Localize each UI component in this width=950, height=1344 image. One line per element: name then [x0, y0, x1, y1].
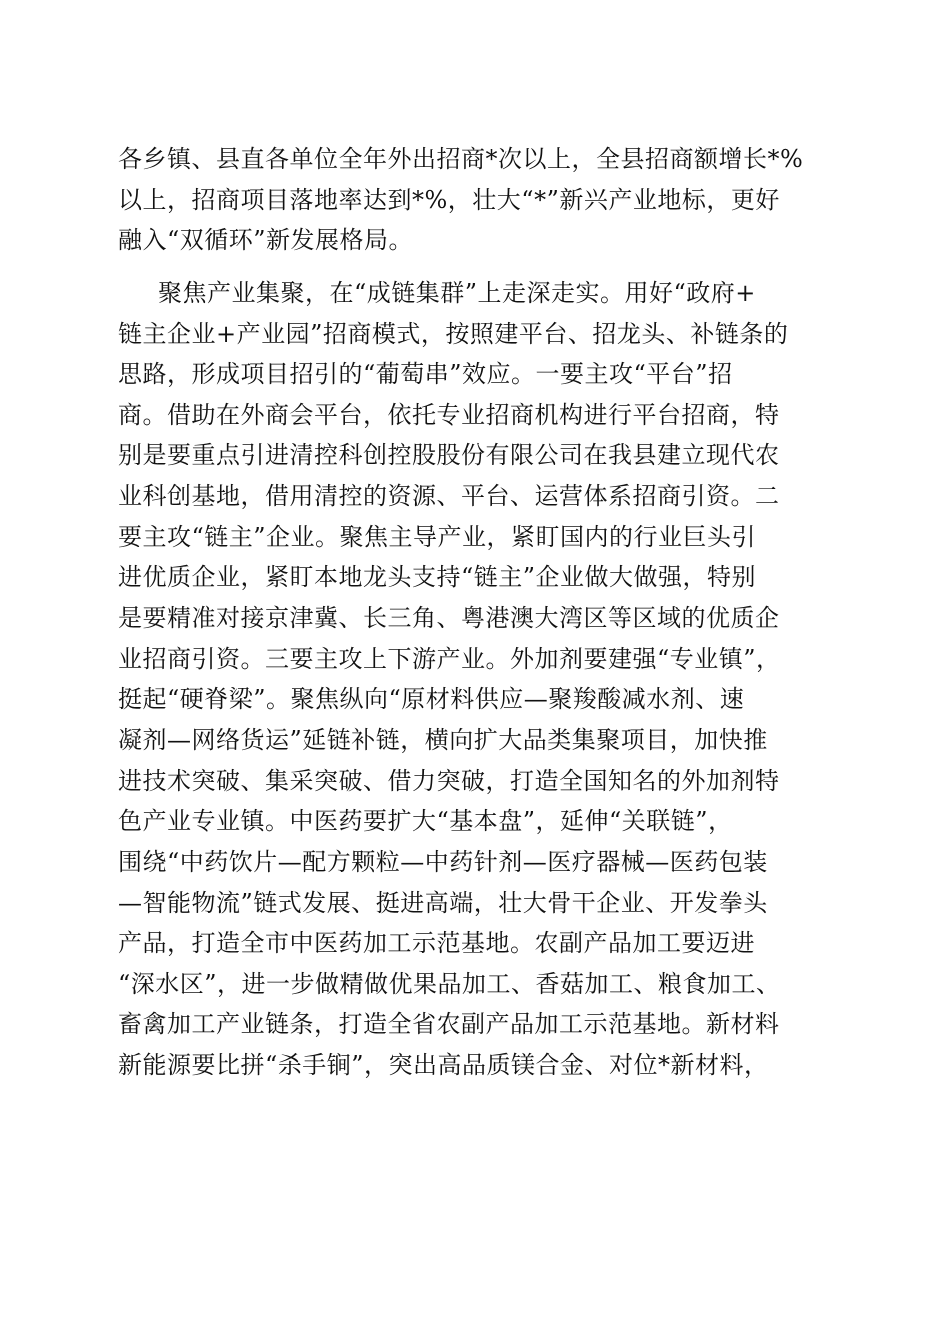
text-line [118, 1086, 838, 1127]
text-line [118, 1126, 838, 1167]
text-line: 要主攻“链主”企业。聚焦主导产业，紧盯国内的行业巨头引 [118, 522, 757, 551]
text-line: 围绕“中药饮片—配方颗粒—中药针剂—医疗器械—医药包装 [118, 847, 768, 876]
text-line: 畜禽加工产业链条，打造全省农副产品加工示范基地。新材料 [118, 1010, 780, 1039]
text-line: 是要精准对接京津冀、长三角、粤港澳大湾区等区域的优质企 [118, 604, 780, 633]
text-line: 聚焦产业集聚，在“成链集群”上走深走实。用好“政府+ [158, 278, 756, 307]
text-line: 新能源要比拼“杀手锏”，突出高品质镁合金、对位*新材料， [118, 1051, 769, 1080]
text-line: 业科创基地，借用清控的资源、平台、运营体系招商引资。二 [118, 482, 780, 511]
text-line: 思路，形成项目招引的“葡萄串”效应。一要主攻“平台”招 [118, 360, 733, 389]
text-line: 业招商引资。三要主攻上下游产业。外加剂要建强“专业镇”， [118, 644, 781, 673]
paragraph-gap [118, 261, 838, 273]
text-line: 进优质企业，紧盯本地龙头支持“链主”企业做大做强，特别 [118, 563, 757, 592]
text-line: 商。借助在外商会平台，依托专业招商机构进行平台招商，特 [118, 400, 780, 429]
text-line: 挺起“硬脊梁”。聚焦纵向“原材料供应—聚羧酸减水剂、速 [118, 685, 745, 714]
text-line: 各乡镇、县直各单位全年外出招商*次以上，全县招商额增长*% [118, 145, 804, 173]
document-body [118, 139, 838, 1167]
text-line: —智能物流”链式发展、挺进高端，壮大骨干企业、开发拳头 [118, 888, 768, 917]
text-line: 融入“双循环”新发展格局。 [118, 226, 414, 255]
text-line: 产品，打造全市中医药加工示范基地。农副产品加工要迈进 [118, 929, 755, 958]
text-line: 别是要重点引进清控科创控股股份有限公司在我县建立现代农 [118, 441, 780, 470]
text-line: “深水区”，进一步做精做优果品加工、香菇加工、粮食加工、 [118, 969, 781, 998]
text-line: 进技术突破、集采突破、借力突破，打造全国知名的外加剂特 [118, 766, 780, 795]
text-line: 链主企业+产业园”招商模式，按照建平台、招龙头、补链条的 [118, 319, 789, 348]
text-line: 凝剂—网络货运”延链补链，横向扩大品类集聚项目，加快推 [118, 725, 768, 754]
text-line: 色产业专业镇。中医药要扩大“基本盘”，延伸“关联链”， [118, 807, 733, 836]
text-line: 以上，招商项目落地率达到*%，壮大“*”新兴产业地标，更好 [118, 185, 780, 214]
